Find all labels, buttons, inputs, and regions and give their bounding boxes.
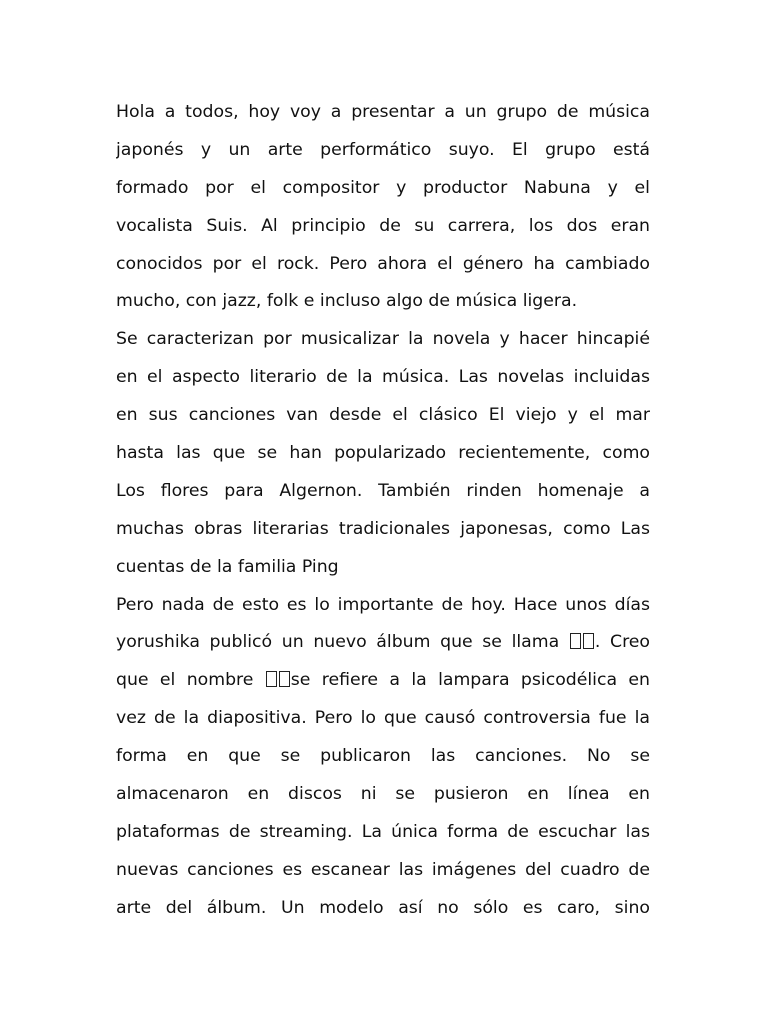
missing-glyph-icon (569, 632, 595, 652)
text-line: en el aspecto literario de la música. Las novelas incluidas (116, 367, 650, 388)
text-line: hasta las que se han popularizado recientemente, como (116, 443, 650, 464)
text-line: muchas obras literarias tradicionales japonesas, como Las (116, 518, 650, 539)
text-line: mucho, con jazz, folk e incluso algo de música ligera. (116, 291, 578, 312)
missing-glyph-icon (265, 670, 291, 690)
text-line: vez de la diapositiva. Pero lo que causó controversia fue la (116, 708, 650, 729)
text-segment: se refiere a la lampara psicodélica en (290, 670, 650, 691)
text-segment: que el nombre (116, 670, 254, 691)
text-line: Hola a todos, hoy voy a presentar a un grupo de música (116, 102, 650, 122)
text-line: forma en que se publicaron las canciones. No se (116, 746, 650, 767)
text-line: japonés y un arte performático suyo. El grupo está (116, 139, 650, 160)
text-line-with-glyph (116, 624, 650, 662)
text-line: Los flores para Algernon. También rinden homenaje a (116, 480, 650, 501)
text-line: nuevas canciones es escanear las imágenes del cuadro de (116, 859, 650, 880)
text-line: en sus canciones van desde el clásico El viejo y el mar (116, 405, 650, 426)
text-line: Se caracterizan por musicalizar la novela y hacer hincapié (116, 329, 650, 350)
text-line: formado por el compositor y productor Nabuna y el (116, 177, 650, 198)
text-line: arte del álbum. Un modelo así no sólo es caro, sino (116, 897, 650, 918)
text-line: almacenaron en discos ni se pusieron en línea en (116, 784, 650, 805)
text-segment: yorushika publicó un nuevo álbum que se llama (116, 632, 560, 653)
text-line: vocalista Suis. Al principio de su carrera, los dos eran (116, 215, 650, 236)
text-segment: . Creo (594, 632, 650, 653)
text-line: Pero nada de esto es lo importante de hoy. Hace unos días (116, 594, 650, 615)
document-body (116, 94, 650, 928)
text-line-with-glyph (116, 662, 650, 700)
text-line: cuentas de la familia Ping (116, 556, 339, 577)
text-line: plataformas de streaming. La única forma de escuchar las (116, 821, 650, 842)
text-line: conocidos por el rock. Pero ahora el género ha cambiado (116, 253, 650, 274)
